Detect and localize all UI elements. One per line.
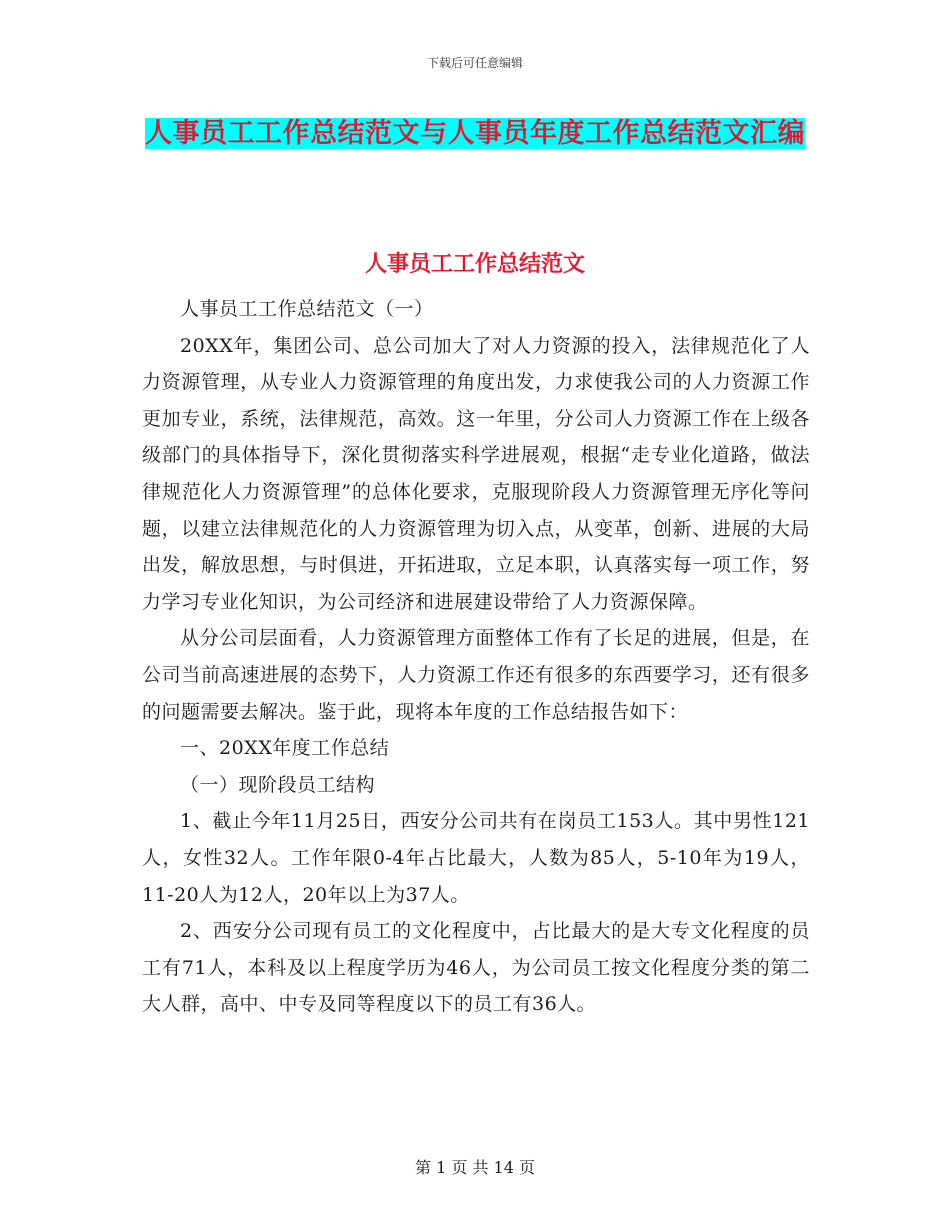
paragraph: 一、20XX年度工作总结 bbox=[180, 737, 390, 760]
document-title bbox=[140, 110, 810, 158]
paragraph: 1、截止今年11月25日，西安分公司共有在岗员工153人。其中男性121人，女性32人。工作年限0-4年占比最大，人数为85人，5-10年为19人，11-20人为12人，20年以上为37人。 bbox=[142, 810, 810, 906]
paragraph: （一）现阶段员工结构 bbox=[180, 773, 376, 796]
paragraph: 人事员工工作总结范文（一） bbox=[180, 298, 434, 320]
page-header-note: 下载后可任意编辑 bbox=[426, 56, 523, 70]
paragraph: 20XX年，集团公司、总公司加大了对人力资源的投入，法律规范化了人力资源管理，从专业人力资源管理的角度出发，力求使我公司的人力资源工作更加专业，系统，法律规范，高效。这一年里，分公司人力资源工作在上级各级部门的具体指导下，深化贯彻落实科学进展观，根据“走专业化道路，做法律规范化人力资源管理”的总体化要求，克服现阶段人力资源管理无序化等问题，以建立法律规范化的人力资源管理为切入点，从变革，创新、进展的大局出发，解放思想，与时俱进，开拓进取，立足本职，认真落实每一项工作，努力学习专业化知识，为公司经济和进展建设带给了人力资源保障。 bbox=[142, 334, 810, 613]
paragraph: 2、西安分公司现有员工的文化程度中，占比最大的是大专文化程度的员工有71人，本科及以上程度学历为46人，为公司员工按文化程度分类的第二大人群，高中、中专及同等程度以下的员工有36人。 bbox=[142, 920, 810, 1016]
paragraph: 从分公司层面看，人力资源管理方面整体工作有了长足的进展，但是，在公司当前高速进展的态势下，人力资源工作还有很多的东西要学习，还有很多的问题需要去解决。鉴于此，现将本年度的工作总结报告如下： bbox=[142, 627, 810, 723]
document-body bbox=[142, 291, 810, 1023]
page-footer-number: 第 1 页 共 14 页 bbox=[415, 1158, 535, 1177]
document-title-text: 人事员工工作总结范文与人事员年度工作总结范文汇编 bbox=[145, 118, 805, 149]
section-title: 人事员工工作总结范文 bbox=[364, 251, 585, 277]
